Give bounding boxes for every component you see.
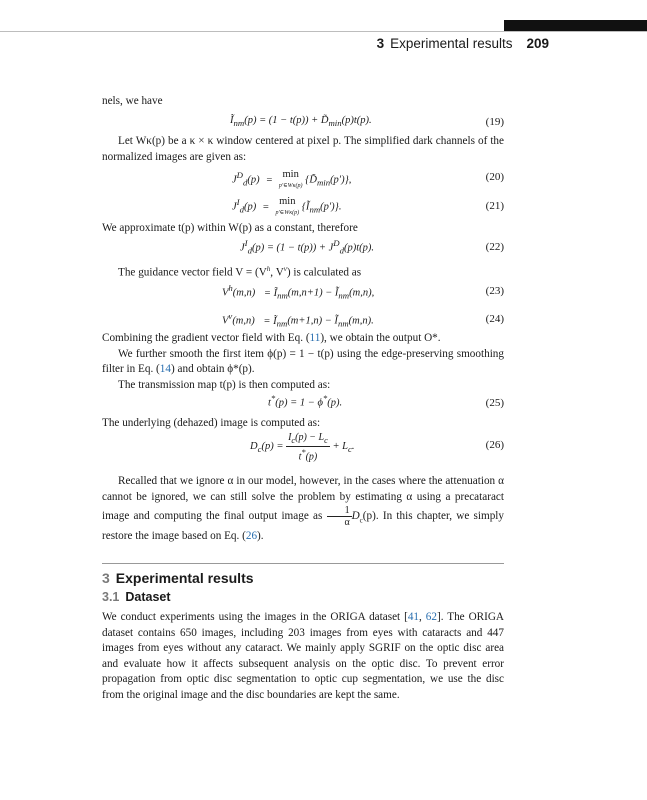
header-rule — [0, 31, 647, 32]
page-number: 209 — [526, 36, 549, 51]
equation-24: $V^v(m,n)$ = $Ĩ_{nm}(m+1,n)$ − $Ĩ_{nm}(m,n)$. — [222, 311, 374, 329]
paragraph-underlying: The underlying (dehazed) image is computed as: — [102, 417, 321, 429]
equation-number-20: (20) — [485, 171, 504, 183]
paragraph-recalled: Recalled that we ignore α in our model, however, in the cases where the attenuation α cannot be ignored, we can still solve the problem by estimating α using a precataract image and computing the final output image as $\frac{1}{\alpha}$ $D_c(p)$. In this chapter, we simply restore the image based on Eq. (26). — [102, 475, 505, 543]
citation-41[interactable]: 41 — [407, 611, 420, 623]
equation-22: $J^I_d(p) = (1 - t(p)) + J^D_d(p)t(p)$. — [240, 238, 375, 256]
equation-number-23: (23) — [485, 285, 504, 297]
citation-62[interactable]: 62 — [425, 611, 437, 623]
equation-20: $J^D_d(p) = \min$ p′∈Wκ(p) $\{D̃_{min}(p')\}$, — [232, 169, 352, 189]
equation-19: $Ĩ_{nm}(p) = (1 - t(p))$ + $D̃_{min}(p)t(p)$. — [230, 115, 372, 129]
header-bar — [504, 20, 647, 31]
ref-eq-26[interactable]: 26 — [245, 530, 258, 543]
running-header — [377, 36, 549, 51]
ref-eq-14[interactable]: 14 — [159, 363, 171, 376]
intro-line: nels, we have — [102, 95, 163, 107]
header-section-title: Experimental results — [390, 36, 513, 51]
header-section-number: 3 — [376, 36, 385, 51]
ref-eq-11[interactable]: 11 — [309, 332, 321, 344]
equation-number-22: (22) — [485, 241, 504, 253]
equation-number-26: (26) — [485, 439, 504, 451]
equation-number-24: (24) — [485, 313, 504, 325]
equation-23: $V^h(m,n)$ = $Ĩ_{nm}(m,n+1)$ − $Ĩ_{nm}(m,n)$, — [222, 283, 375, 301]
equation-number-25: (25) — [485, 397, 504, 409]
equation-number-19: (19) — [485, 116, 504, 128]
paragraph-combining: Combining the gradient vector field with Eq. (11), we obtain the output O*. We further smooth the first item ϕ(p) = 1 − t(p) using the edge-preserving smoothing filter in Eq. (14) and obtain ϕ*(p). The transmission map t(p) is then computed as: — [102, 332, 504, 391]
section-heading: 3 Experimental results — [102, 570, 254, 586]
paragraph-approx: We approximate t(p) within W(p) as a constant, therefore — [102, 222, 358, 234]
equation-21: $J^I_d(p) = \min$ p′∈Wκ(p) $\{Ĩ_{nm}(p')\}$. — [232, 196, 342, 216]
equation-number-21: (21) — [485, 200, 504, 212]
paragraph-dataset: We conduct experiments using the images in the ORIGA dataset [41, 62]. The ORIGA dataset contains 650 images, including 203 images from eyes with cataracts and 447 images from eyes without any cataract. We mainly apply SGRIF on the optic disc area and evaluate how it affects subsequent analysis on the optic disc. To prevent error propagation from optic disc segmentation to optic cup segmentation, we use the disc from the original image and the disc boundaries are kept the same. — [102, 611, 505, 701]
section-rule — [102, 563, 504, 564]
equation-26: $D_c(p)$ = $\frac{I_c(p) - L_c}{t^*(p)}$ + $L_c$. — [250, 432, 355, 463]
equation-25: t*(p) = 1 − ϕ*(p). — [268, 393, 343, 409]
paragraph-window: Let Wκ(p) be a κ × κ window centered at pixel p. The simplified dark channels of the normalized images are given as: — [102, 135, 504, 163]
paragraph-guidance: The guidance vector field $V = (V^h$, $V^v$) is calculated as — [118, 265, 362, 279]
subsection-heading: 3.1 Dataset — [102, 590, 171, 604]
